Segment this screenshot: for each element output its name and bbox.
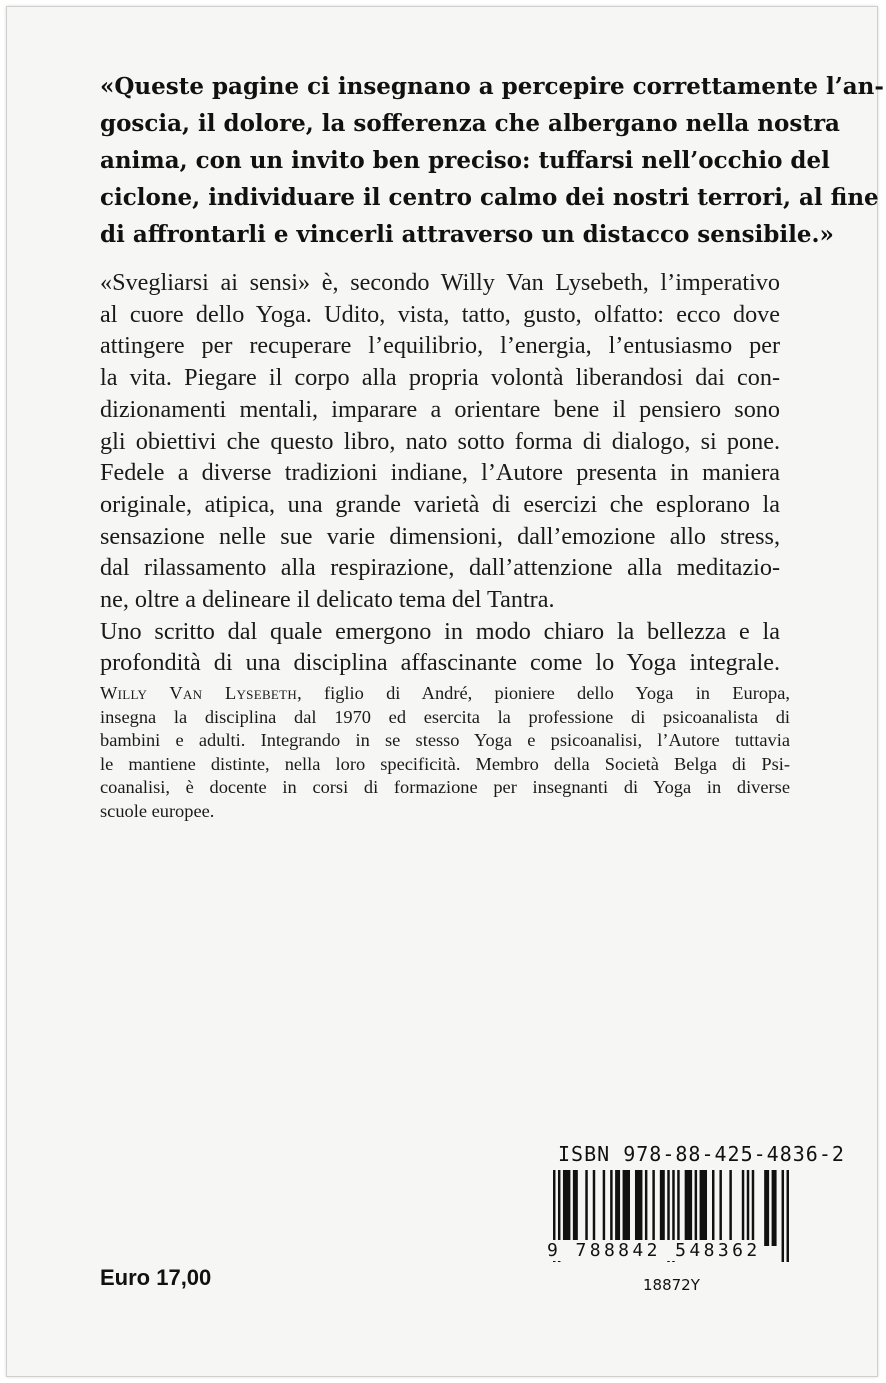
description-line: dizionamenti mentali, imparare a orientare bene il pensiero sono [100, 395, 780, 423]
barcode-bar [787, 1170, 789, 1262]
description-line: sensazione nelle sue varie dimensioni, dall’emozione allo stress, [100, 522, 780, 550]
description-line: al cuore dello Yoga. Udito, vista, tatto, gusto, olfatto: ecco dove [100, 300, 780, 328]
barcode-bar [772, 1170, 777, 1246]
isbn-label: ISBN 978-88-425-4836-2 [558, 1142, 845, 1166]
barcode-bar [695, 1170, 697, 1246]
description-line: Fedele a diverse tradizioni indiane, l’Autore presenta in maniera [100, 459, 780, 487]
bio-line: coanalisi, è docente in corsi di formazione per insegnanti di Yoga in diverse [100, 777, 790, 798]
quote-line: ciclone, individuare il centro calmo dei nostri terrori, al fine [100, 184, 879, 211]
barcode-bar [677, 1170, 679, 1246]
barcode-bar [593, 1170, 595, 1246]
barcode-bar [712, 1170, 714, 1246]
barcode-bar [742, 1170, 744, 1246]
description-line: la vita. Piegare il corpo alla propria volontà liberandosi dai con- [100, 364, 780, 392]
bio-line: le mantiene distinte, nella loro specificità. Membro della Società Belga di Psi- [100, 753, 790, 774]
description-block [100, 267, 780, 679]
bio-first-line-rest: , figlio di André, pioniere dello Yoga in Europa, [297, 683, 790, 703]
quote-line: anima, con un invito ben preciso: tuffarsi nell’occhio del [100, 147, 830, 174]
description-line: gli obiettivi che questo libro, nato sotto forma di dialogo, si pone. [100, 427, 780, 455]
barcode-bar [603, 1170, 605, 1246]
barcode-bar [652, 1170, 654, 1246]
bio-line: bambini e adulti. Integrando in se stesso Yoga e psicoanalisi, l’Autore tuttavia [100, 730, 790, 751]
barcode-bar [635, 1170, 642, 1246]
barcode-bar [729, 1170, 731, 1246]
barcode-bar [610, 1170, 612, 1246]
bio-first-line [100, 682, 790, 706]
quote-line: «Queste pagine ci insegnano a percepire correttamente l’an- [100, 73, 884, 100]
barcode-bar [623, 1170, 630, 1246]
description-line: profondità di una disciplina affascinante come lo Yoga integrale. [100, 649, 780, 677]
barcode-bar [585, 1170, 587, 1246]
publisher-code: 18872Y [643, 1276, 700, 1294]
description-line: «Svegliarsi ai sensi» è, secondo Willy Van Lysebeth, l’imperativo [100, 269, 780, 296]
description-line: dal rilassamento alla respirazione, dall’attenzione alla meditazio- [100, 554, 780, 582]
barcode-bar [563, 1170, 570, 1246]
quote-line: di affrontarli e vincerli attraverso un distacco sensibile.» [100, 221, 834, 248]
barcode-bar [782, 1170, 784, 1262]
barcode-bar [764, 1170, 769, 1246]
barcode-bar [700, 1170, 707, 1246]
description-line: Uno scritto dal quale emergono in modo chiaro la bellezza e la [100, 617, 780, 645]
quote-block [100, 68, 884, 253]
price-label: Euro 17,00 [100, 1265, 212, 1290]
description-line: ne, oltre a delineare il delicato tema del Tantra. [100, 586, 555, 614]
author-name: Willy Van Lysebeth [100, 683, 298, 703]
barcode-bar [685, 1170, 692, 1246]
barcode-bar [747, 1170, 749, 1246]
barcode-bar [752, 1170, 754, 1246]
barcode-bar [645, 1170, 647, 1246]
barcode-bar [719, 1170, 721, 1246]
bio-line: scuole europee. [100, 800, 215, 821]
barcode-bar [660, 1170, 665, 1246]
quote-line: goscia, il dolore, la sofferenza che albergano nella nostra [100, 110, 840, 137]
barcode-bar [573, 1170, 578, 1246]
description-line: attingere per recuperare l’equilibrio, l’energia, l’entusiasmo per [100, 332, 780, 360]
description-line: originale, atipica, una grande varietà di esercizi che esplorano la [100, 490, 780, 518]
bio-line: insegna la disciplina dal 1970 ed esercita la professione di psicoanalista di [100, 706, 790, 727]
barcode-bar [615, 1170, 620, 1246]
barcode-digits: 9 788842 548362 [547, 1240, 761, 1261]
author-bio-block [100, 682, 790, 824]
